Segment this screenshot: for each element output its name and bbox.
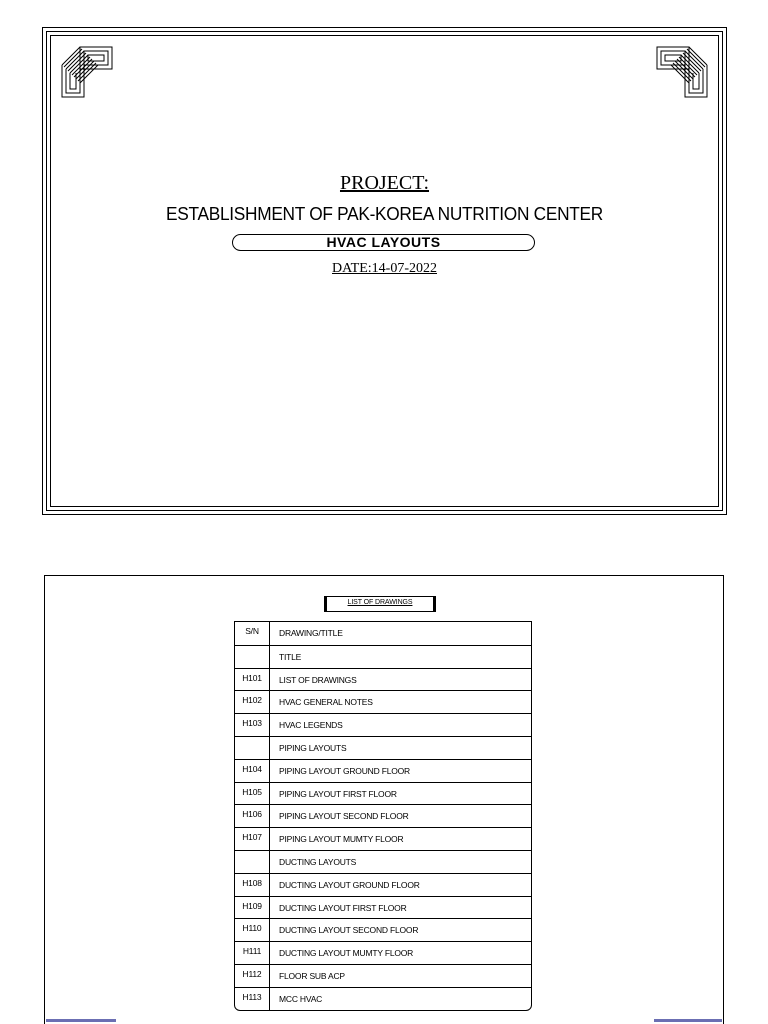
row-title: DUCTING LAYOUT SECOND FLOOR [279, 925, 419, 936]
project-label: PROJECT: [339, 172, 430, 194]
sheet-title-badge: HVAC LAYOUTS [232, 234, 535, 251]
row-title: DUCTING LAYOUT FIRST FLOOR [279, 902, 407, 913]
row-sn: H107 [235, 828, 270, 850]
bottom-strip [44, 1019, 724, 1024]
corner-ornament-icon [655, 37, 717, 99]
table-row [235, 690, 531, 713]
table-row [235, 896, 531, 919]
table-row [235, 668, 531, 691]
table-row [235, 987, 531, 1010]
row-sn: H110 [235, 919, 270, 941]
row-title: PIPING LAYOUT SECOND FLOOR [279, 811, 409, 822]
table-row [235, 759, 531, 782]
column-header-title: DRAWING/TITLE [279, 628, 343, 638]
row-title: PIPING LAYOUTS [279, 742, 347, 753]
row-title: PIPING LAYOUT GROUND FLOOR [279, 765, 410, 776]
row-title: PIPING LAYOUT MUMTY FLOOR [279, 834, 404, 845]
row-sn: H112 [235, 965, 270, 987]
heading-text: LIST OF DRAWINGS [347, 599, 413, 606]
table-row [235, 713, 531, 736]
table-row [235, 941, 531, 964]
row-sn: H105 [235, 783, 270, 805]
row-sn [235, 851, 270, 873]
table-row [235, 964, 531, 987]
row-sn: H109 [235, 897, 270, 919]
row-sn: H111 [235, 942, 270, 964]
row-title: DUCTING LAYOUT MUMTY FLOOR [279, 948, 414, 959]
row-title: FLOOR SUB ACP [279, 970, 345, 981]
row-title: TITLE [279, 651, 302, 662]
row-title: DUCTING LAYOUTS [279, 856, 357, 867]
table-row [235, 645, 531, 668]
project-name: ESTABLISHMENT OF PAK-KOREA NUTRITION CENTER [166, 204, 603, 224]
column-header-sn: S/N [235, 622, 270, 645]
table-row [235, 850, 531, 873]
strip-mark [46, 1019, 116, 1022]
row-sn [235, 737, 270, 759]
table-row [235, 782, 531, 805]
row-title: DUCTING LAYOUT GROUND FLOOR [279, 879, 420, 890]
row-title: PIPING LAYOUT FIRST FLOOR [279, 788, 397, 799]
drawing-list-heading [324, 596, 436, 612]
row-title: HVAC LEGENDS [279, 720, 343, 731]
sheet-date: DATE:14-07-2022 [332, 261, 437, 276]
row-sn: H104 [235, 760, 270, 782]
corner-ornament-icon [52, 37, 114, 99]
strip-mark [654, 1019, 722, 1022]
drawing-list-table [234, 621, 532, 1011]
table-row [235, 804, 531, 827]
row-sn [235, 646, 270, 668]
title-sheet [42, 27, 727, 515]
row-sn: H113 [235, 988, 270, 1010]
table-row [235, 827, 531, 850]
table-row [235, 873, 531, 896]
table-row [235, 736, 531, 759]
table-header-row [235, 622, 531, 645]
row-title: MCC HVAC [279, 993, 323, 1004]
row-sn: H108 [235, 874, 270, 896]
table-row [235, 918, 531, 941]
row-sn: H106 [235, 805, 270, 827]
drawing-list-sheet [44, 575, 724, 1024]
row-sn: H103 [235, 714, 270, 736]
row-sn: H101 [235, 669, 270, 691]
row-sn: H102 [235, 691, 270, 713]
row-title: HVAC GENERAL NOTES [279, 697, 373, 708]
row-title: LIST OF DRAWINGS [279, 674, 357, 685]
